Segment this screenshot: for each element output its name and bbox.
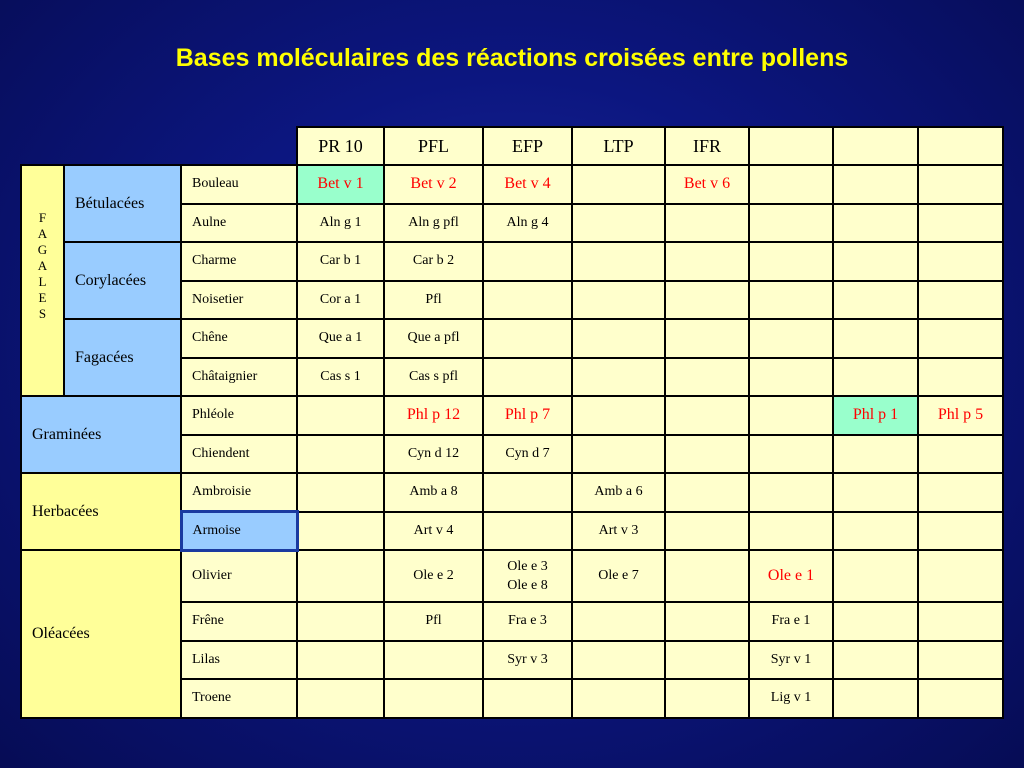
allergen-cell xyxy=(749,165,833,204)
allergen-cell xyxy=(665,550,749,602)
allergen-cell xyxy=(918,281,1003,320)
allergen-cell xyxy=(384,679,483,718)
header-cell: EFP xyxy=(483,127,572,165)
allergen-cell xyxy=(749,435,833,474)
allergen-cell xyxy=(665,679,749,718)
table-row xyxy=(21,550,1003,602)
header-cell: PFL xyxy=(384,127,483,165)
allergen-cell xyxy=(297,396,384,435)
allergen-cell xyxy=(833,679,918,718)
allergen-cell xyxy=(665,242,749,281)
allergen-cell: Bet v 6 xyxy=(665,165,749,204)
header-spacer xyxy=(21,127,297,165)
allergen-cell: Pfl xyxy=(384,602,483,641)
allergen-cell xyxy=(665,358,749,397)
allergen-cell xyxy=(665,204,749,243)
family-betulacees: Bétulacées xyxy=(64,165,181,242)
allergen-cell xyxy=(749,319,833,358)
allergen-cell xyxy=(572,319,665,358)
allergen-cell: Cas s 1 xyxy=(297,358,384,397)
allergen-cell: Syr v 3 xyxy=(483,641,572,680)
allergen-cell xyxy=(665,602,749,641)
species-name: Bouleau xyxy=(181,165,297,204)
allergen-cell xyxy=(749,242,833,281)
allergen-cell: Aln g pfl xyxy=(384,204,483,243)
allergen-cell: Que a pfl xyxy=(384,319,483,358)
allergen-cell: Phl p 12 xyxy=(384,396,483,435)
allergen-cell xyxy=(918,550,1003,602)
species-name: Lilas xyxy=(181,641,297,680)
allergen-cell xyxy=(833,550,918,602)
allergen-cell xyxy=(572,358,665,397)
allergen-cell: Art v 3 xyxy=(572,512,665,551)
allergen-cell: Cyn d 12 xyxy=(384,435,483,474)
allergen-cell: Ole e 3 Ole e 8 xyxy=(483,550,572,602)
allergen-cell xyxy=(483,473,572,512)
table-row xyxy=(21,473,1003,512)
allergen-cell: Pfl xyxy=(384,281,483,320)
family-oleacees: Oléacées xyxy=(21,550,181,718)
allergen-cell xyxy=(297,550,384,602)
allergen-cell xyxy=(665,281,749,320)
allergen-cell xyxy=(297,435,384,474)
header-cell xyxy=(749,127,833,165)
allergen-cell xyxy=(572,641,665,680)
allergen-cell xyxy=(833,204,918,243)
allergen-cell xyxy=(918,512,1003,551)
allergen-cell xyxy=(572,435,665,474)
allergen-cell: Bet v 2 xyxy=(384,165,483,204)
allergen-cell: Cyn d 7 xyxy=(483,435,572,474)
allergen-cell: Syr v 1 xyxy=(749,641,833,680)
allergen-cell xyxy=(297,512,384,551)
family-herbacees: Herbacées xyxy=(21,473,181,550)
allergen-cell xyxy=(918,435,1003,474)
allergen-cell xyxy=(572,679,665,718)
allergen-cell xyxy=(833,512,918,551)
allergen-cell xyxy=(833,281,918,320)
allergen-cell: Que a 1 xyxy=(297,319,384,358)
family-fagacees: Fagacées xyxy=(64,319,181,396)
allergen-cell xyxy=(918,641,1003,680)
allergen-cell: Amb a 8 xyxy=(384,473,483,512)
allergen-cell xyxy=(483,358,572,397)
allergen-cell xyxy=(483,242,572,281)
allergen-cell: Aln g 1 xyxy=(297,204,384,243)
allergen-cell xyxy=(665,319,749,358)
table-row xyxy=(21,242,1003,281)
allergen-cell xyxy=(297,641,384,680)
allergen-cell xyxy=(572,602,665,641)
allergen-cell: Ole e 7 xyxy=(572,550,665,602)
allergen-cell xyxy=(918,358,1003,397)
allergen-cell xyxy=(483,679,572,718)
allergen-cell xyxy=(483,319,572,358)
family-graminees: Graminées xyxy=(21,396,181,473)
header-cell xyxy=(918,127,1003,165)
slide-title: Bases moléculaires des réactions croisées entre pollens xyxy=(175,44,849,72)
allergen-cell xyxy=(833,242,918,281)
family-corylacees: Corylacées xyxy=(64,242,181,319)
header-cell xyxy=(833,127,918,165)
species-name: Phléole xyxy=(181,396,297,435)
allergen-cell xyxy=(384,641,483,680)
allergen-cell: Cor a 1 xyxy=(297,281,384,320)
allergen-cell xyxy=(833,473,918,512)
allergen-cell: Art v 4 xyxy=(384,512,483,551)
allergen-cell xyxy=(833,641,918,680)
allergen-cell xyxy=(297,679,384,718)
species-name: Chiendent xyxy=(181,435,297,474)
allergen-cell xyxy=(297,602,384,641)
species-name: Charme xyxy=(181,242,297,281)
allergen-cell xyxy=(918,242,1003,281)
species-name: Chêne xyxy=(181,319,297,358)
allergen-cell xyxy=(918,473,1003,512)
allergen-cell xyxy=(749,512,833,551)
allergen-cell xyxy=(665,641,749,680)
allergen-cell xyxy=(297,473,384,512)
table-row xyxy=(21,319,1003,358)
table-row xyxy=(21,165,1003,204)
species-name: Frêne xyxy=(181,602,297,641)
allergen-cell xyxy=(918,319,1003,358)
species-name: Aulne xyxy=(181,204,297,243)
allergen-cell xyxy=(749,396,833,435)
allergen-cell xyxy=(918,679,1003,718)
allergen-cell xyxy=(918,602,1003,641)
allergen-cell xyxy=(918,204,1003,243)
allergen-cell xyxy=(918,165,1003,204)
allergen-cell xyxy=(749,281,833,320)
allergen-cell xyxy=(833,602,918,641)
allergen-cell xyxy=(572,242,665,281)
species-name: Troene xyxy=(181,679,297,718)
allergen-cell xyxy=(749,204,833,243)
allergen-cell xyxy=(572,204,665,243)
allergen-cell: Lig v 1 xyxy=(749,679,833,718)
allergen-cell xyxy=(833,435,918,474)
allergen-cell: Bet v 4 xyxy=(483,165,572,204)
allergen-cell xyxy=(665,396,749,435)
order-label-fagales: F A G A L E S xyxy=(21,165,64,396)
allergen-cell xyxy=(572,396,665,435)
allergen-cell xyxy=(483,281,572,320)
allergen-cell: Phl p 1 xyxy=(833,396,918,435)
allergen-cell xyxy=(749,358,833,397)
table-row xyxy=(21,396,1003,435)
allergen-cell xyxy=(483,512,572,551)
header-cell: PR 10 xyxy=(297,127,384,165)
allergen-cell xyxy=(572,165,665,204)
allergen-cell: Amb a 6 xyxy=(572,473,665,512)
allergen-cell xyxy=(572,281,665,320)
allergen-cell xyxy=(833,165,918,204)
allergen-cell xyxy=(665,435,749,474)
allergen-cell xyxy=(665,473,749,512)
allergen-cell: Phl p 7 xyxy=(483,396,572,435)
allergen-cell: Car b 2 xyxy=(384,242,483,281)
allergen-cell: Car b 1 xyxy=(297,242,384,281)
allergen-cell xyxy=(665,512,749,551)
allergen-cell: Ole e 2 xyxy=(384,550,483,602)
species-name: Armoise xyxy=(181,512,297,551)
allergen-cell: Cas s pfl xyxy=(384,358,483,397)
allergen-cell xyxy=(749,473,833,512)
allergen-cell: Phl p 5 xyxy=(918,396,1003,435)
allergen-cell: Fra e 3 xyxy=(483,602,572,641)
allergen-cell: Aln g 4 xyxy=(483,204,572,243)
allergen-table xyxy=(20,126,1004,719)
species-name: Noisetier xyxy=(181,281,297,320)
species-name: Châtaignier xyxy=(181,358,297,397)
allergen-cell xyxy=(833,319,918,358)
header-cell: LTP xyxy=(572,127,665,165)
header-cell: IFR xyxy=(665,127,749,165)
species-name: Olivier xyxy=(181,550,297,602)
species-name: Ambroisie xyxy=(181,473,297,512)
allergen-cell xyxy=(833,358,918,397)
allergen-cell: Ole e 1 xyxy=(749,550,833,602)
allergen-cell: Fra e 1 xyxy=(749,602,833,641)
allergen-cell: Bet v 1 xyxy=(297,165,384,204)
